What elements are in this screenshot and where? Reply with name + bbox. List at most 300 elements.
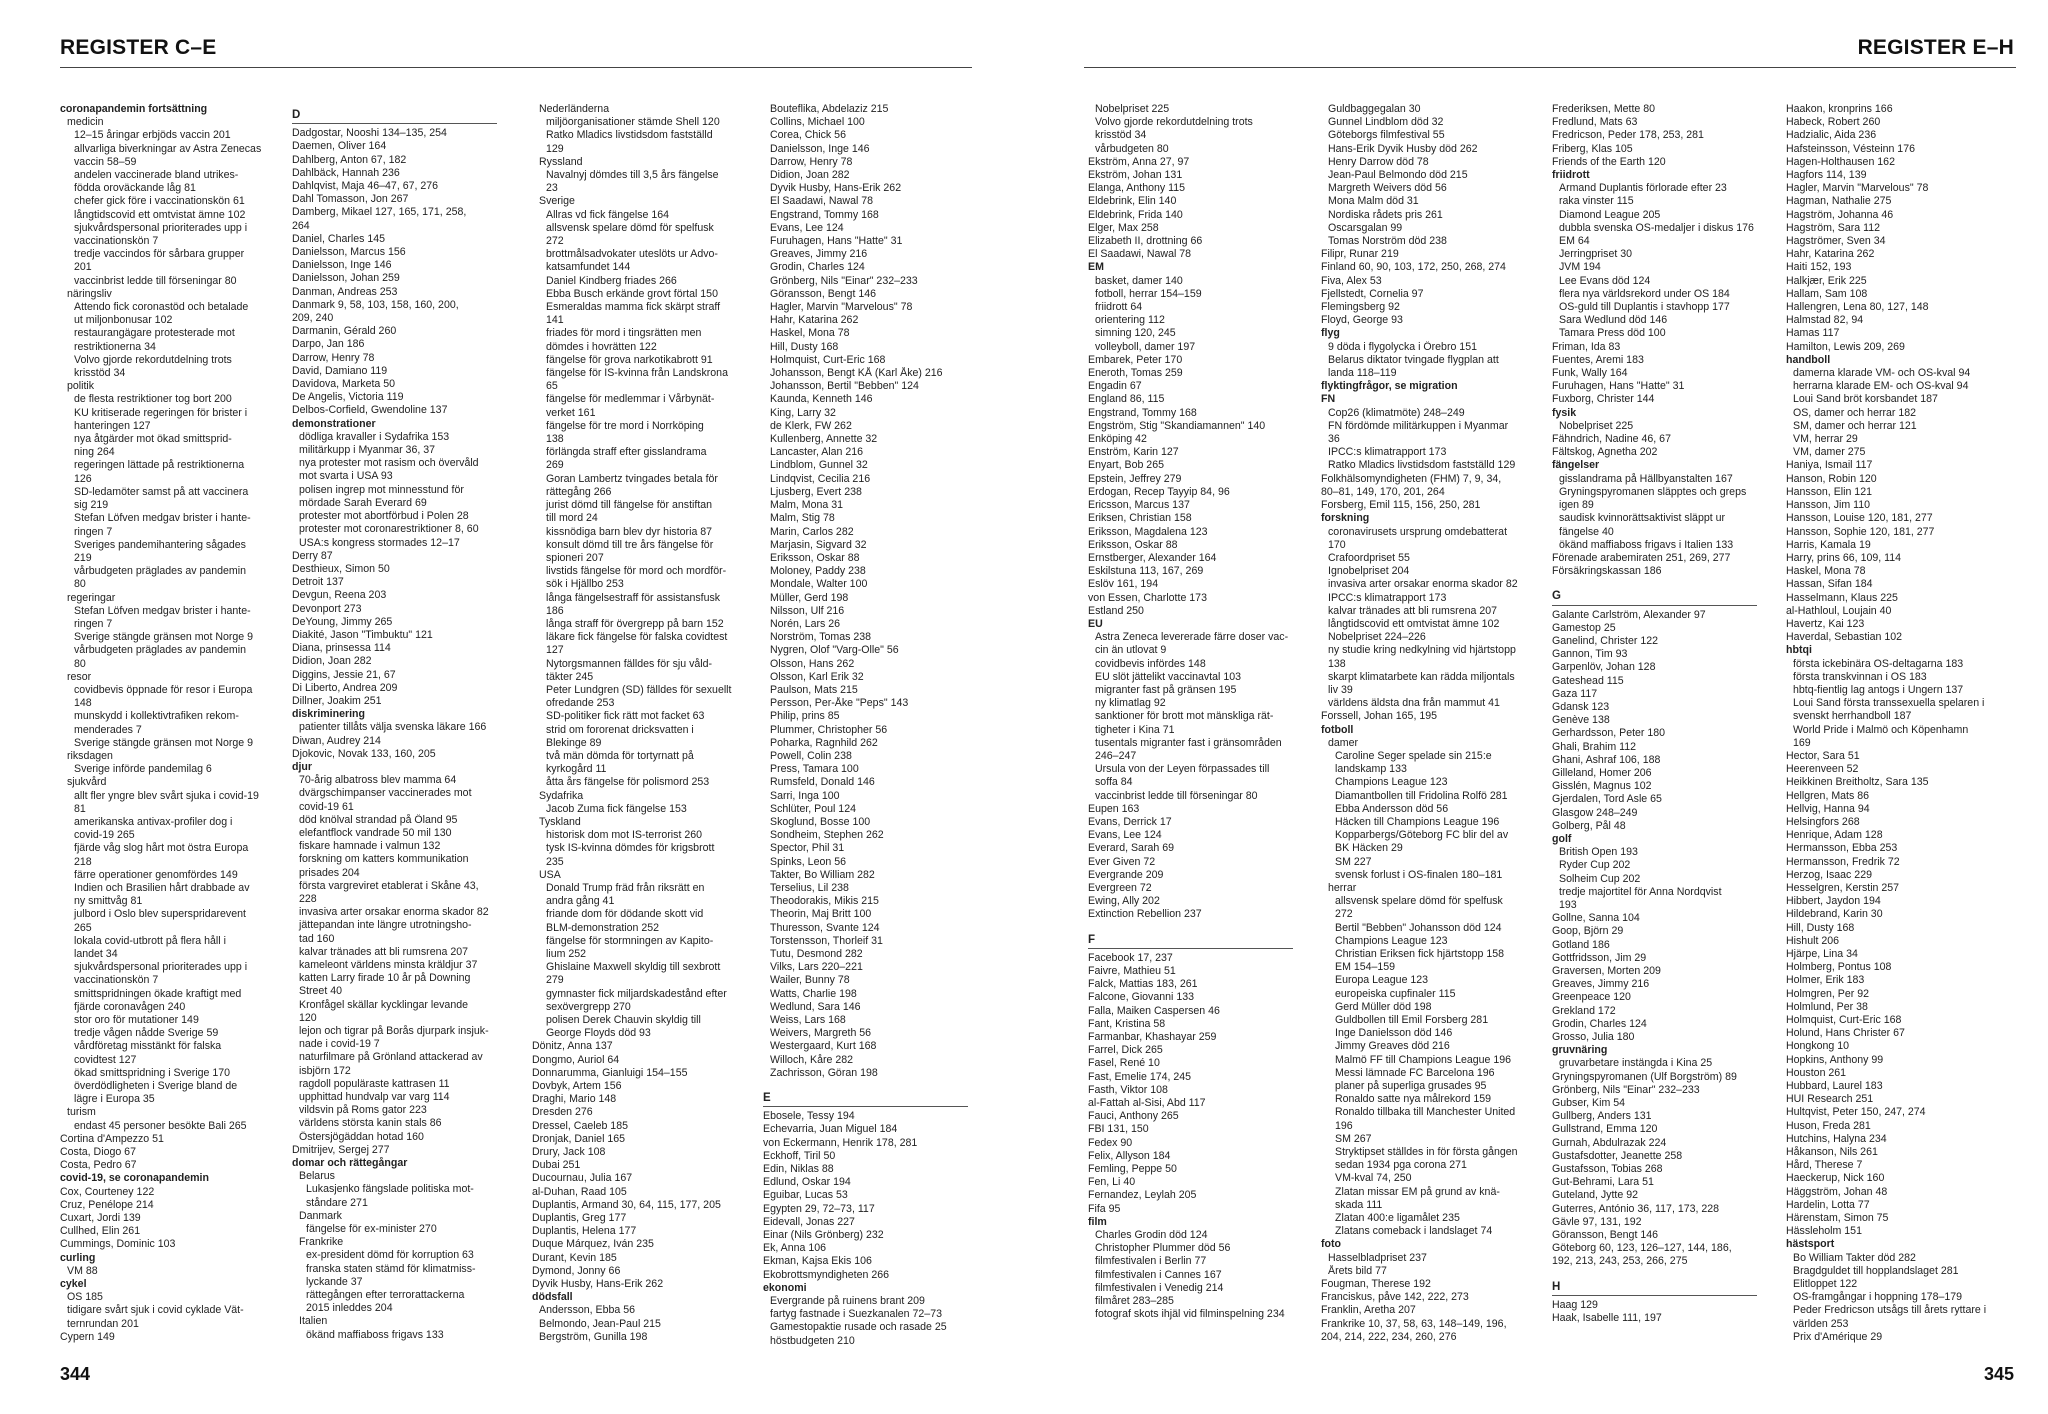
index-entry: Gustafsson, Tobias 268 <box>1552 1163 1663 1176</box>
index-heading: friidrott <box>1552 169 1590 182</box>
index-subentry: 80 <box>74 657 86 670</box>
index-entry: 209, 240 <box>292 312 334 325</box>
index-entry: Guteland, Jytte 92 <box>1552 1189 1638 1202</box>
index-subentry: Diamantbollen till Fridolina Rolfö 281 <box>1335 789 1508 802</box>
index-entry: Epstein, Jeffrey 279 <box>1088 472 1182 485</box>
index-subentry: lium 252 <box>546 948 587 960</box>
index-subentry: Astra Zeneca levererade färre doser vac- <box>1095 631 1289 644</box>
index-subentry: Tyskland <box>539 815 581 828</box>
index-entry: Duplantis, Helena 177 <box>532 1225 637 1238</box>
index-entry: Habeck, Robert 260 <box>1786 116 1881 129</box>
index-subentry: SD-ledamöter samst på att vaccinera <box>74 485 249 498</box>
index-subentry: långa fängelsestraff för assistansfusk <box>546 591 721 604</box>
index-subentry: polisen ingrep mot minnesstund för <box>299 483 464 496</box>
index-subentry: vårbudgeten präglades av pandemin <box>74 644 246 657</box>
index-entry: Hellvig, Hanna 94 <box>1786 802 1870 815</box>
index-subentry: Volvo gjorde rekordutdelning trots <box>74 353 232 366</box>
index-entry: Hultqvist, Peter 150, 247, 274 <box>1786 1106 1926 1119</box>
index-entry: Erdogan, Recep Tayyip 84, 96 <box>1088 485 1230 498</box>
index-entry: Gaza 117 <box>1552 687 1598 700</box>
index-entry: Dmitrijev, Sergej 277 <box>292 1143 390 1156</box>
index-subentry: tredje vaccindos för sårbara grupper <box>74 248 245 261</box>
index-entry: Falla, Maiken Caspersen 46 <box>1088 1004 1220 1017</box>
index-subentry: 170 <box>1328 538 1346 551</box>
index-subentry: basket, damer 140 <box>1095 274 1183 287</box>
index-entry: Ekobrottsmyndigheten 266 <box>763 1268 890 1281</box>
index-subentry: Belarus <box>299 1170 335 1183</box>
index-subentry: filmåret 283–285 <box>1095 1295 1174 1308</box>
index-entry: Hermansson, Ebba 253 <box>1786 842 1898 855</box>
index-entry: Daniel, Charles 145 <box>292 232 386 245</box>
index-subentry: lokala covid-utbrott på flera håll i <box>74 934 226 947</box>
index-subentry: Hahr, Katarina 262 <box>770 314 859 327</box>
index-subentry: friades för mord i tingsrätten men <box>546 327 702 340</box>
index-entry: Haakon, kronprins 166 <box>1786 103 1893 115</box>
index-entry: Hamas 117 <box>1786 327 1840 340</box>
index-subentry: brottmålsadvokater uteslöts ur Advo- <box>546 248 718 261</box>
index-entry: Fen, Li 40 <box>1088 1176 1136 1189</box>
index-entry: Edlund, Oskar 194 <box>763 1176 851 1189</box>
index-subentry: Tutu, Desmond 282 <box>770 948 863 960</box>
letter-heading: F <box>1088 934 1293 949</box>
index-entry: Dressel, Caeleb 185 <box>532 1119 628 1132</box>
index-subentry: Olsson, Hans 262 <box>770 657 855 670</box>
index-subentry: polisen Derek Chauvin skyldig till <box>546 1014 701 1027</box>
index-subentry: Sverige införde pandemilag 6 <box>74 763 212 776</box>
index-subentry: sjukvårdspersonal prioriterades upp i <box>74 961 248 974</box>
index-subentry: rättegång 266 <box>546 485 612 498</box>
index-entry: Hjärpe, Lina 34 <box>1786 948 1858 960</box>
index-subentry: Blekinge 89 <box>546 736 602 749</box>
index-subentry: Sveriges pandemihantering sågades <box>74 538 246 551</box>
index-subentry: resor <box>67 670 92 683</box>
index-subentry: Malm, Mona 31 <box>770 499 844 512</box>
index-heading: dödsfall <box>532 1291 573 1304</box>
index-subentry: Stefan Löfven medgav brister i hante- <box>74 604 251 617</box>
index-entry: Häggström, Johan 48 <box>1786 1185 1888 1198</box>
index-entry: Holmlund, Per 38 <box>1786 1000 1868 1013</box>
index-heading: djur <box>292 760 313 773</box>
index-entry: Fant, Kristina 58 <box>1088 1017 1166 1030</box>
index-subentry: Nobelpriset 225 <box>1095 103 1170 115</box>
index-entry: Hamilton, Lewis 209, 269 <box>1786 340 1905 353</box>
index-subentry: orientering 112 <box>1095 314 1165 327</box>
index-entry: Greaves, Jimmy 216 <box>1552 978 1650 991</box>
index-entry: Hallengren, Lena 80, 127, 148 <box>1786 301 1929 314</box>
index-entry: Gävle 97, 131, 192 <box>1552 1215 1642 1228</box>
index-entry: Gamestop 25 <box>1552 621 1616 634</box>
index-subentry: Esmeraldas mamma fick skärpt straff <box>546 301 721 314</box>
index-subentry: Vilks, Lars 220–221 <box>770 961 863 974</box>
index-entry: Detroit 137 <box>292 576 344 589</box>
index-subentry: Rumsfeld, Donald 146 <box>770 776 875 789</box>
index-subentry: ny studie kring nedkylning vid hjärtstopp <box>1328 644 1516 657</box>
index-entry: Fernandez, Leylah 205 <box>1088 1189 1197 1202</box>
index-subentry: Spinks, Leon 56 <box>770 855 846 868</box>
index-subentry: Theorin, Maj Britt 100 <box>770 908 872 921</box>
index-subentry: tredje majortitel för Anna Nordqvist <box>1559 885 1722 898</box>
index-entry: Golberg, Pål 48 <box>1552 819 1626 832</box>
index-entry: Felix, Allyson 184 <box>1088 1149 1171 1162</box>
index-entry: Dahl Tomasson, Jon 267 <box>292 193 409 206</box>
index-subentry: jurist dömd till fängelse för anstiftan <box>546 499 713 512</box>
index-subentry: BK Häcken 29 <box>1335 842 1403 855</box>
index-subentry: Frankrike <box>299 1236 344 1249</box>
index-subentry: mot svarta i USA 93 <box>299 470 393 483</box>
index-entry: Fähndrich, Nadine 46, 67 <box>1552 433 1671 446</box>
index-subentry: världens äldsta dna från mammut 41 <box>1328 697 1500 710</box>
index-subentry: Jimmy Greaves död 216 <box>1335 1040 1450 1053</box>
index-entry: Gisslén, Magnus 102 <box>1552 780 1652 793</box>
index-subentry: Greaves, Jimmy 216 <box>770 248 868 261</box>
index-entry: Filipr, Runar 219 <box>1321 248 1399 261</box>
index-subentry: landa 118–119 <box>1328 367 1397 380</box>
index-subentry: Indien och Brasilien hårt drabbade av <box>74 881 250 894</box>
index-entry: Darpo, Jan 186 <box>292 338 365 351</box>
index-subentry: OS 185 <box>67 1291 103 1304</box>
index-subentry: Peder Fredricson utsågs till årets ryttare i <box>1793 1304 1987 1317</box>
index-heading: forskning <box>1321 512 1370 525</box>
index-subentry: konsult dömd till tre års fängelse för <box>546 538 714 551</box>
index-entry: Farrel, Dick 265 <box>1088 1044 1163 1057</box>
index-subentry: Ryssland <box>539 155 583 168</box>
index-entry: Gustafsdotter, Jeanette 258 <box>1552 1149 1683 1162</box>
index-entry: Hård, Therese 7 <box>1786 1159 1863 1172</box>
index-subentry: Crafoordpriset 55 <box>1328 551 1410 564</box>
index-subentry: kissnödiga barn blev dyr historia 87 <box>546 525 713 538</box>
index-entry: Harry, prins 66, 109, 114 <box>1786 551 1902 564</box>
index-subentry: 235 <box>546 855 564 868</box>
index-entry: Engström, Stig "Skandiamannen" 140 <box>1088 419 1266 432</box>
index-subentry: Inge Danielsson död 146 <box>1335 1027 1453 1040</box>
index-entry: Flemingsberg 92 <box>1321 301 1400 314</box>
index-subentry: skada 111 <box>1335 1198 1383 1211</box>
index-entry: Fuentes, Aremi 183 <box>1552 353 1644 366</box>
index-subentry: världen 253 <box>1793 1317 1849 1330</box>
index-entry: Holmer, Erik 183 <box>1786 974 1865 987</box>
index-subentry: Jean-Paul Belmondo död 215 <box>1328 169 1468 182</box>
index-entry: Heerenveen 52 <box>1786 763 1859 776</box>
index-heading: flyktingfrågor, se migration <box>1321 380 1458 393</box>
index-heading: hästsport <box>1786 1238 1835 1251</box>
index-entry: Fredlund, Mats 63 <box>1552 116 1638 129</box>
index-column <box>1552 103 1762 1353</box>
index-subentry: nya protester mot rasism och övervåld <box>299 457 479 470</box>
index-subentry: 169 <box>1793 736 1811 749</box>
index-subentry: läkare fick fängelse för falska covidtest <box>546 631 728 644</box>
index-entry: Helsingfors 268 <box>1786 815 1860 828</box>
index-subentry: Westergaard, Kurt 168 <box>770 1040 877 1053</box>
letter-heading: D <box>292 109 497 124</box>
index-subentry: smittspridningen ökade kraftigt med <box>74 987 242 1000</box>
index-subentry: fartyg fastnade i Suezkanalen 72–73 <box>770 1308 942 1321</box>
index-subentry: 2015 inleddes 204 <box>306 1302 393 1315</box>
index-entry: Derry 87 <box>292 549 333 562</box>
index-entry: Facebook 17, 237 <box>1088 951 1173 964</box>
index-subentry: förlängda straff efter gisslandrama <box>546 446 707 459</box>
right-page <box>1024 0 2048 1414</box>
index-subentry: fängelse för ex-minister 270 <box>306 1223 437 1236</box>
index-subentry: Powell, Colin 238 <box>770 749 852 762</box>
index-subentry: Johansson, Bertil "Bebben" 124 <box>770 380 919 393</box>
page-title: REGISTER E–H <box>1857 36 2014 59</box>
index-subentry: dömdes i hovrätten 122 <box>546 340 657 353</box>
index-entry: Dymond, Jonny 66 <box>532 1264 621 1277</box>
index-entry: Funk, Wally 164 <box>1552 367 1628 380</box>
index-entry: Eldebrink, Frida 140 <box>1088 208 1183 221</box>
index-subentry: krisstöd 34 <box>1095 129 1147 142</box>
index-entry: Diakité, Jason "Timbuktu" 121 <box>292 628 433 641</box>
index-entry: Cypern 149 <box>60 1330 115 1343</box>
index-subentry: Press, Tamara 100 <box>770 763 859 776</box>
index-subentry: verket 161 <box>546 406 596 419</box>
index-entry: Hagman, Nathalie 275 <box>1786 195 1892 208</box>
index-entry: Hansson, Jim 110 <box>1786 499 1871 512</box>
index-entry: Hansson, Louise 120, 181, 277 <box>1786 512 1933 525</box>
index-subentry: filmfestivalen i Venedig 214 <box>1095 1281 1224 1294</box>
index-entry: Cortina d'Ampezzo 51 <box>60 1132 164 1145</box>
index-entry: Halkjær, Erik 225 <box>1786 274 1867 287</box>
index-entry: Danman, Andreas 253 <box>292 285 398 298</box>
index-subentry: historisk dom mot IS-terrorist 260 <box>546 829 703 842</box>
index-subentry: andelen vaccinerade bland utrikes- <box>74 169 239 182</box>
index-subentry: Lindqvist, Cecilia 216 <box>770 472 871 485</box>
index-subentry: Tamara Press död 100 <box>1559 327 1666 340</box>
index-subentry: vaccinbrist ledde till förseningar 80 <box>74 274 237 287</box>
index-entry: Finland 60, 90, 103, 172, 250, 268, 274 <box>1321 261 1506 274</box>
index-subentry: El Saadawi, Nawal 78 <box>770 195 874 208</box>
index-subentry: filmfestivalen i Berlin 77 <box>1095 1255 1207 1268</box>
index-subentry: Kullenberg, Annette 32 <box>770 433 878 446</box>
index-entry: Durant, Kevin 185 <box>532 1251 617 1264</box>
index-subentry: Grönberg, Nils "Einar" 232–233 <box>770 274 918 287</box>
index-subentry: 219 <box>74 551 92 564</box>
index-subentry: Street 40 <box>299 985 342 998</box>
index-column <box>532 103 742 1353</box>
index-entry: Dovbyk, Artem 156 <box>532 1080 622 1093</box>
index-subentry: 141 <box>546 314 564 327</box>
index-subentry: dödliga kravaller i Sydafrika 153 <box>299 430 450 443</box>
index-subentry: Italien <box>299 1315 328 1328</box>
index-entry: Gollne, Sanna 104 <box>1552 912 1640 925</box>
index-subentry: första vargreviret etablerat i Skåne 43, <box>299 879 479 892</box>
index-subentry: fjärde våg slog hårt mot östra Europa <box>74 842 249 855</box>
index-subentry: USA <box>539 868 561 881</box>
index-subentry: IPCC:s klimatrapport 173 <box>1328 591 1447 604</box>
index-subentry: turism <box>67 1106 96 1119</box>
index-subentry: chefer gick före i vaccinationskön 61 <box>74 195 245 208</box>
index-subentry: Hans-Erik Dyvik Husby död 262 <box>1328 142 1478 155</box>
index-subentry: svensk forlust i OS-finalen 180–181 <box>1335 868 1503 881</box>
index-entry: Hishult 206 <box>1786 934 1839 947</box>
index-subentry: Norén, Lars 26 <box>770 617 841 630</box>
index-subentry: vårbudgeten präglades av pandemin <box>74 565 246 578</box>
index-subentry: kameleont världens minsta kräldjur 37 <box>299 959 478 971</box>
index-entry: Haskel, Mona 78 <box>1786 565 1866 578</box>
index-subentry: lejon och tigrar på Borås djurpark insjuk- <box>299 1025 489 1038</box>
index-subentry: Hill, Dusty 168 <box>770 340 839 353</box>
index-entry: Eupen 163 <box>1088 802 1140 815</box>
index-subentry: Nytorgsmannen fälldes för sju våld- <box>546 657 713 670</box>
index-entry: Dongmo, Auriol 64 <box>532 1053 620 1066</box>
index-entry: Fauci, Anthony 265 <box>1088 1110 1179 1123</box>
index-subentry: Armand Duplantis förlorade efter 23 <box>1559 182 1727 195</box>
index-subentry: Volvo gjorde rekordutdelning trots <box>1095 116 1253 129</box>
index-entry: Gullberg, Anders 131 <box>1552 1110 1652 1123</box>
index-subentry: friidrott 64 <box>1095 301 1143 314</box>
index-subentry: allt fler yngre blev svårt sjuka i covid-19 <box>74 789 259 802</box>
index-subentry: IPCC:s klimatrapport 173 <box>1328 446 1447 459</box>
index-entry: Franciskus, påve 142, 222, 273 <box>1321 1291 1469 1304</box>
index-entry: Dahlbäck, Hannah 236 <box>292 166 400 179</box>
index-subentry: Bouteflika, Abdelaziz 215 <box>770 103 889 115</box>
index-entry: Engstrand, Tommy 168 <box>1088 406 1197 419</box>
index-subentry: långa straff för övergrepp på barn 152 <box>546 617 724 630</box>
index-subentry: SM 227 <box>1335 855 1372 868</box>
index-subentry: Henry Darrow död 78 <box>1328 155 1429 168</box>
index-subentry: ståndare 271 <box>306 1196 368 1209</box>
index-subentry: Lindblom, Gunnel 32 <box>770 459 868 472</box>
index-subentry: ny smittvåg 81 <box>74 895 143 908</box>
page-number: 344 <box>60 1364 91 1384</box>
index-subentry: Spector, Phil 31 <box>770 842 845 855</box>
index-subentry: Solheim Cup 202 <box>1559 872 1641 885</box>
index-entry: De Angelis, Victoria 119 <box>292 391 404 404</box>
index-subentry: första transkvinnan i OS 183 <box>1793 670 1927 683</box>
index-subentry: volleyboll, damer 197 <box>1095 340 1196 353</box>
index-entry: Gateshead 115 <box>1552 674 1624 687</box>
index-subentry: hbtq-fientlig lag antogs i Ungern 137 <box>1793 683 1964 696</box>
letter-heading: H <box>1552 1281 1757 1296</box>
index-subentry: Goran Lambertz tvingades betala för <box>546 472 718 485</box>
index-entry: Harris, Kamala 19 <box>1786 538 1871 551</box>
index-subentry: Thuresson, Svante 124 <box>770 921 880 934</box>
index-entry: Gryningspyromanen (Ulf Borgström) 89 <box>1552 1070 1737 1083</box>
index-subentry: filmfestivalen i Cannes 167 <box>1095 1268 1222 1281</box>
index-entry: Didion, Joan 282 <box>292 655 372 668</box>
index-subentry: flera nya världsrekord under OS 184 <box>1559 287 1730 300</box>
index-entry: Eslöv 161, 194 <box>1088 578 1159 591</box>
index-heading: ekonomi <box>763 1281 807 1294</box>
index-subentry: Grodin, Charles 124 <box>770 261 865 274</box>
index-entry: Danielsson, Marcus 156 <box>292 246 406 259</box>
index-entry: Cox, Courteney 122 <box>60 1185 155 1198</box>
index-subentry: Malmö FF till Champions League 196 <box>1335 1053 1512 1066</box>
index-subentry: 196 <box>1335 1119 1353 1132</box>
index-entry: Hagström, Sara 112 <box>1786 221 1881 234</box>
index-subentry: Häcken till Champions League 196 <box>1335 815 1500 828</box>
index-subentry: Champions League 123 <box>1335 776 1448 789</box>
index-subentry: Theodorakis, Mikis 215 <box>770 895 879 908</box>
index-subentry: patienter tillåts välja svenska läkare 166 <box>299 721 487 734</box>
index-subentry: mördade Sarah Everard 69 <box>299 496 427 509</box>
index-subentry: migranter fast på gränsen 195 <box>1095 683 1237 696</box>
index-subentry: Margreth Weivers död 56 <box>1328 182 1447 195</box>
index-subentry: Prix d'Amérique 29 <box>1793 1330 1883 1343</box>
index-entry: Elizabeth II, drottning 66 <box>1088 235 1203 248</box>
index-entry: Hanson, Robin 120 <box>1786 472 1877 485</box>
index-subentry: 126 <box>74 472 92 485</box>
index-entry: Herzog, Isaac 229 <box>1786 868 1872 881</box>
index-heading: hbtqi <box>1786 644 1812 657</box>
index-entry: Gubser, Kim 54 <box>1552 1097 1626 1110</box>
index-subentry: riksdagen <box>67 749 113 762</box>
index-subentry: King, Larry 32 <box>770 406 836 419</box>
index-entry: Fältskog, Agnetha 202 <box>1552 446 1658 459</box>
index-subentry: tysk IS-kvinna dömdes för krigsbrott <box>546 842 715 855</box>
index-subentry: Kopparbergs/Göteborg FC blir del av <box>1335 829 1509 842</box>
index-subentry: Haskel, Mona 78 <box>770 327 850 340</box>
index-subentry: 23 <box>546 182 558 195</box>
index-subentry: World Pride i Malmö och Köpenhamn <box>1793 723 1969 736</box>
index-subentry: ragdoll populäraste kattrasen 11 <box>299 1077 450 1090</box>
index-entry: Ernstberger, Alexander 164 <box>1088 551 1217 564</box>
index-entry: Cruz, Penélope 214 <box>60 1198 154 1211</box>
index-subentry: Corea, Chick 56 <box>770 129 846 142</box>
index-entry: Guterres, António 36, 117, 173, 228 <box>1552 1202 1720 1215</box>
index-entry: Håkanson, Nils 261 <box>1786 1146 1878 1159</box>
index-entry: Goop, Björn 29 <box>1552 925 1624 938</box>
index-subentry: USA:s kongress stormades 12–17 <box>299 536 460 549</box>
index-subentry: allsvensk spelare dömd för spelfusk <box>546 221 714 234</box>
index-subentry: ternrundan 201 <box>67 1317 139 1330</box>
index-subentry: gruvarbetare instängda i Kina 25 <box>1559 1057 1713 1070</box>
index-heading: covid-19, se coronapandemin <box>60 1172 209 1185</box>
index-subentry: Evergrande på ruinens brant 209 <box>770 1295 925 1308</box>
index-subentry: Olsson, Karl Erik 32 <box>770 670 864 683</box>
index-subentry: 272 <box>1335 908 1353 921</box>
index-entry: Hadzialic, Aida 236 <box>1786 129 1877 142</box>
index-entry: Hahr, Katarina 262 <box>1786 248 1875 261</box>
index-subentry: Sara Wedlund död 146 <box>1559 314 1668 327</box>
index-subentry: Sverige stängde gränsen mot Norge 9 <box>74 631 254 644</box>
index-entry: Cullhed, Elin 261 <box>60 1225 141 1238</box>
index-subentry: Nilsson, Ulf 216 <box>770 604 845 617</box>
index-subentry: Diamond League 205 <box>1559 208 1661 221</box>
index-subentry: Göransson, Bengt 146 <box>770 287 877 300</box>
index-subentry: sig 219 <box>74 499 109 512</box>
index-entry: Ekström, Johan 131 <box>1088 169 1183 182</box>
index-subentry: covidbevis öppnade för resor i Europa <box>74 683 253 696</box>
index-subentry: Schlüter, Poul 124 <box>770 802 856 815</box>
index-subentry: herrar <box>1328 881 1357 894</box>
index-heading: handboll <box>1786 353 1831 366</box>
index-subentry: dvärgschimpanser vaccinerades mot <box>299 787 472 800</box>
index-subentry: Persson, Per-Åke "Peps" 143 <box>770 697 909 710</box>
index-entry: Försäkringskassan 186 <box>1552 565 1662 578</box>
index-subentry: Ryder Cup 202 <box>1559 859 1631 872</box>
index-entry: Hector, Sara 51 <box>1786 749 1860 762</box>
index-entry: Hubbard, Laurel 183 <box>1786 1080 1883 1093</box>
index-subentry: sjukvård <box>67 776 107 789</box>
index-subentry: ex-president dömd för korruption 63 <box>306 1249 474 1262</box>
index-subentry: OS-framgångar i hoppning 178–179 <box>1793 1291 1963 1304</box>
index-entry: Draghi, Mario 148 <box>532 1093 617 1106</box>
index-subentry: Philip, prins 85 <box>770 710 840 723</box>
index-subentry: gisslandrama på Hällbyanstalten 167 <box>1559 472 1733 485</box>
index-entry: Hibbert, Jaydon 194 <box>1786 895 1881 908</box>
index-subentry: covid-19 61 <box>299 800 354 813</box>
index-entry: David, Damiano 119 <box>292 364 388 377</box>
index-heading: film <box>1088 1215 1107 1228</box>
index-entry: Grodin, Charles 124 <box>1552 1017 1647 1030</box>
index-entry: Dyvik Husby, Hans-Erik 262 <box>532 1278 664 1291</box>
index-subentry: tigheter i Kina 71 <box>1095 723 1175 736</box>
index-subentry: militärkupp i Myanmar 36, 37 <box>299 444 436 457</box>
index-subentry: sexövergrepp 270 <box>546 1000 631 1013</box>
index-subentry: regeringen lättade på restriktionerna <box>74 459 245 472</box>
index-subentry: fotboll, herrar 154–159 <box>1095 287 1202 300</box>
